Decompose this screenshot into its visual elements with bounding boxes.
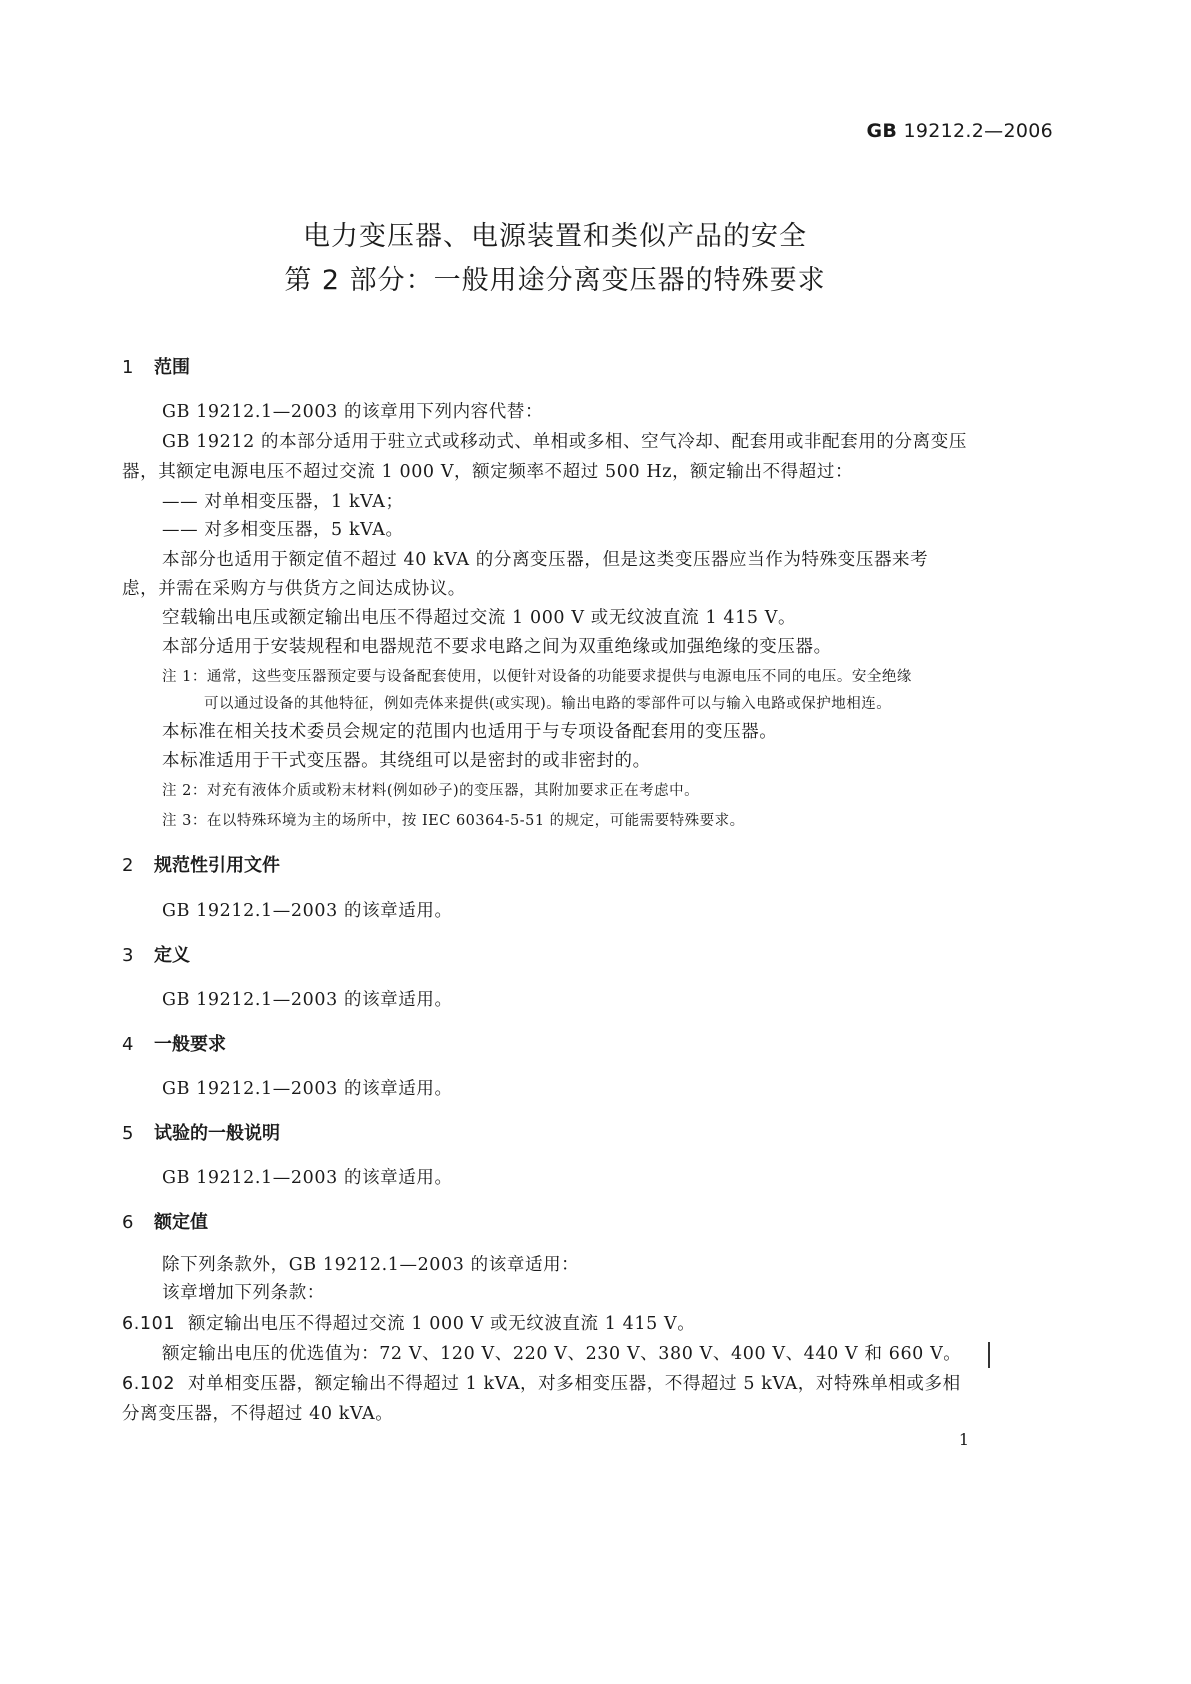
paragraph: GB 19212.1—2003 的该章适用。 <box>162 1168 453 1188</box>
paragraph: GB 19212.1—2003 的该章适用。 <box>162 1079 453 1099</box>
paragraph: 本标准适用于干式变压器。其绕组可以是密封的或非密封的。 <box>162 751 651 771</box>
section-4-heading: 4 一般要求 <box>122 1034 226 1055</box>
list-item: —— 对多相变压器，5 kVA。 <box>162 520 404 540</box>
paragraph: 额定输出电压的优选值为：72 V、120 V、220 V、230 V、380 V、400 V、440 V 和 660 V。 <box>162 1344 962 1364</box>
paragraph: GB 19212 的本部分适用于驻立式或移动式、单相或多相、空气冷却、配套用或非配套用的分离变压 <box>162 432 967 452</box>
note-1: 注 1：通常，这些变压器预定要与设备配套使用，以便针对设备的功能要求提供与电源电压不同的电压。安全绝缘 <box>162 669 912 685</box>
clause-6-102: 6.102 对单相变压器，额定输出不得超过 1 kVA，对多相变压器，不得超过 5 kVA，对特殊单相或多相 <box>122 1374 961 1394</box>
section-5-heading: 5 试验的一般说明 <box>122 1123 280 1144</box>
paragraph: 本部分适用于安装规程和电器规范不要求电路之间为双重绝缘或加强绝缘的变压器。 <box>162 637 832 657</box>
note-2: 注 2：对充有液体介质或粉末材料(例如砂子)的变压器，其附加要求正在考虑中。 <box>162 783 700 799</box>
paragraph: 虑，并需在采购方与供货方之间达成协议。 <box>122 579 466 599</box>
paragraph: GB 19212.1—2003 的该章用下列内容代替： <box>162 402 544 422</box>
title-line-2: 第 2 部分：一般用途分离变压器的特殊要求 <box>284 265 826 296</box>
standard-number: GB 19212.2—2006 <box>866 120 1053 142</box>
section-3-heading: 3 定义 <box>122 945 190 966</box>
note-3: 注 3：在以特殊环境为主的场所中，按 IEC 60364-5-51 的规定，可能需要特殊要求。 <box>162 813 745 829</box>
paragraph: 该章增加下列条款： <box>162 1283 325 1303</box>
title-line-1: 电力变压器、电源装置和类似产品的安全 <box>303 221 807 252</box>
change-bar <box>988 1342 990 1368</box>
paragraph: 本标准在相关技术委员会规定的范围内也适用于与专项设备配套用的变压器。 <box>162 722 778 742</box>
section-2-heading: 2 规范性引用文件 <box>122 855 280 876</box>
note-1-continued: 可以通过设备的其他特征，例如壳体来提供(或实现)。输出电路的零部件可以与输入电路或保护地相连。 <box>204 696 892 712</box>
paragraph: 分离变压器，不得超过 40 kVA。 <box>122 1404 394 1424</box>
paragraph: 器，其额定电源电压不超过交流 1 000 V，额定频率不超过 500 Hz，额定输出不得超过： <box>122 462 854 482</box>
page-number: 1 <box>958 1430 969 1449</box>
clause-6-101: 6.101 额定输出电压不得超过交流 1 000 V 或无纹波直流 1 415 V。 <box>122 1314 696 1334</box>
paragraph: 空载输出电压或额定输出电压不得超过交流 1 000 V 或无纹波直流 1 415 V。 <box>162 608 797 628</box>
paragraph: GB 19212.1—2003 的该章适用。 <box>162 901 453 921</box>
section-1-heading: 1 范围 <box>122 357 190 378</box>
section-6-heading: 6 额定值 <box>122 1212 208 1233</box>
paragraph: GB 19212.1—2003 的该章适用。 <box>162 990 453 1010</box>
paragraph: 本部分也适用于额定值不超过 40 kVA 的分离变压器，但是这类变压器应当作为特殊变压器来考 <box>162 550 929 570</box>
paragraph: 除下列条款外，GB 19212.1—2003 的该章适用： <box>162 1255 580 1275</box>
list-item: —— 对单相变压器，1 kVA； <box>162 492 404 512</box>
